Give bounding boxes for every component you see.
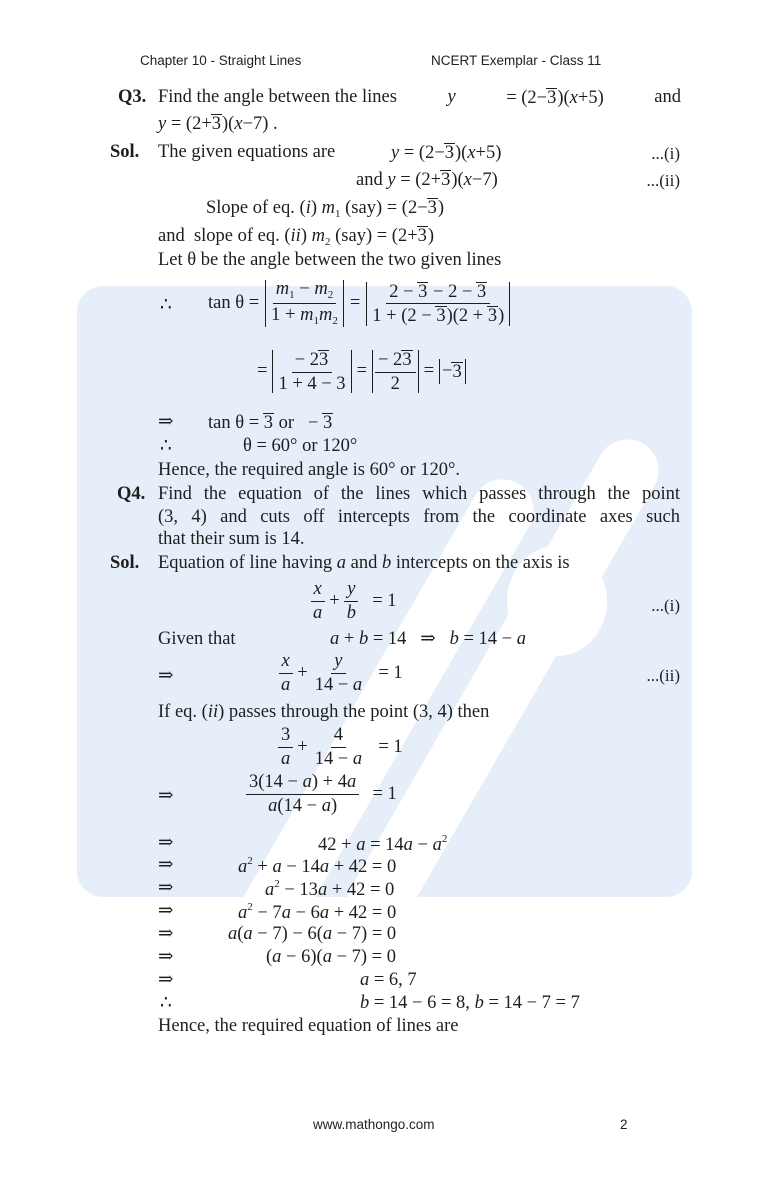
header-book-title: NCERT Exemplar - Class 11 <box>431 53 602 68</box>
equation: $\frac{3}{a}$ + $\frac{4}{14 - a}$ = 1 <box>278 726 403 768</box>
tan-formula: tan θ = $\frac{m_1 - m_2}{1 + m_1m_2}$ = $\frac{2 - 3 - 2 - 3}{1 + (2 - 3)(2 + 3)}$ <box>208 280 510 327</box>
step-equation: b = 14 − 6 = 8, b = 14 − 7 = 7 <box>360 993 580 1013</box>
implies-symbol: ⇒ <box>158 947 174 967</box>
question-text-and: and <box>654 87 681 107</box>
equation: = (2−3)(x+5) <box>506 88 604 108</box>
question-text-line: Find the equation of the lines which passes through the point <box>158 484 680 504</box>
simplification: = $\frac{- 23}{1 + 4 - 3}$ = $\frac{- 23}{2}$ = − 3 <box>257 350 466 393</box>
equation-number: ...(ii) <box>646 666 680 685</box>
implies-symbol: ⇒ <box>158 901 174 921</box>
question-text-line: (3, 4) and cuts off intercepts from the coordinate axes such <box>158 507 680 527</box>
implies-symbol: ⇒ <box>158 855 174 875</box>
implies-symbol: ⇒ <box>158 833 174 853</box>
solution-text: Let θ be the angle between the two given lines <box>158 250 502 270</box>
abs-fraction: $\frac{- 23}{2}$ <box>372 350 419 393</box>
implies-symbol: ⇒ <box>158 970 174 990</box>
step-equation: $a^2 + a - 14a + 42 = 0$ <box>238 855 397 877</box>
solution-label: Sol. <box>110 553 140 573</box>
implies-symbol: ⇒ <box>158 924 174 944</box>
question-text-line: that their sum is 14. <box>158 529 305 549</box>
equation: y <box>447 87 456 107</box>
solution-label: Sol. <box>110 142 140 162</box>
footer-website-link[interactable]: www.mathongo.com <box>313 1117 435 1132</box>
step-equation: a(a − 7) − 6(a − 7) = 0 <box>228 924 397 944</box>
equation: $\frac{x}{a}$ + $\frac{y}{b}$ = 1 <box>310 580 397 622</box>
header-chapter-title: Chapter 10 - Straight Lines <box>140 53 302 68</box>
implies-symbol: ⇒ <box>158 878 174 898</box>
therefore-symbol: ∴ <box>160 436 172 456</box>
step-equation: a = 6, 7 <box>360 970 417 990</box>
abs-fraction: $\frac{m_1 - m_2}{1 + m_1m_2}$ <box>265 280 344 327</box>
step-equation: (a − 6)(a − 7) = 0 <box>266 947 396 967</box>
therefore-symbol: ∴ <box>160 993 172 1013</box>
implies-symbol: ⇒ <box>158 412 174 432</box>
theta-result: θ = 60° or 120° <box>243 436 358 456</box>
step-equation: $42 + a = 14a - a^2$ <box>318 833 448 855</box>
tan-result: tan θ = 3 or − 3 <box>208 413 333 433</box>
equation: and y = (2+3)(x−7) <box>356 170 498 190</box>
equation-number: ...(i) <box>651 596 680 615</box>
abs-fraction: $\frac{2 - 3 - 2 - 3}{1 + (2 - 3)(2 + 3)}$ <box>366 282 510 326</box>
implies-symbol: ⇒ <box>158 786 174 806</box>
step-equation: $a^2 - 13a + 42 = 0$ <box>265 878 395 900</box>
solution-text: If eq. (ii) passes through the point (3, 4) then <box>158 702 490 722</box>
page-number: 2 <box>620 1117 628 1132</box>
equation: $\frac{x}{a}$ + $\frac{y}{14 - a}$ = 1 <box>278 652 403 694</box>
step-equation: $a^2 - 7a - 6a + 42 = 0$ <box>238 901 397 923</box>
solution-text: The given equations are <box>158 142 336 162</box>
implies-symbol: ⇒ <box>158 666 174 686</box>
equation: y = (2+3)(x−7) . <box>158 114 278 134</box>
solution-text: Equation of line having a and b intercepts on the axis is <box>158 553 570 573</box>
question-label: Q3. <box>118 87 147 107</box>
question-text-line: Find the angle between the lines <box>158 87 397 107</box>
tan-label: tan θ = <box>208 293 260 314</box>
equation: $\frac{3(14 - a) + 4a}{a(14 - a)}$ = 1 <box>246 773 397 815</box>
given-equation: a + b = 14 ⇒ b = 14 − a <box>330 629 526 649</box>
equation-number: ...(ii) <box>646 171 680 190</box>
equation-number: ...(i) <box>651 144 680 163</box>
abs-fraction: $\frac{- 23}{1 + 4 - 3}$ <box>272 350 351 393</box>
therefore-symbol: ∴ <box>160 295 172 315</box>
equation: y = (2−3)(x+5) <box>391 143 502 163</box>
solution-conclusion: Hence, the required angle is 60° or 120°. <box>158 460 460 480</box>
given-label: Given that <box>158 629 236 649</box>
question-text <box>158 88 681 108</box>
question-label: Q4. <box>117 484 146 504</box>
slope-line: Slope of eq. (i) $m_1$ (say) = (2−3) <box>206 198 445 220</box>
slope-line: and slope of eq. (ii) $m_2$ (say) = (2+3) <box>158 226 435 248</box>
abs-value: − 3 <box>439 359 466 385</box>
solution-conclusion: Hence, the required equation of lines are <box>158 1016 459 1036</box>
